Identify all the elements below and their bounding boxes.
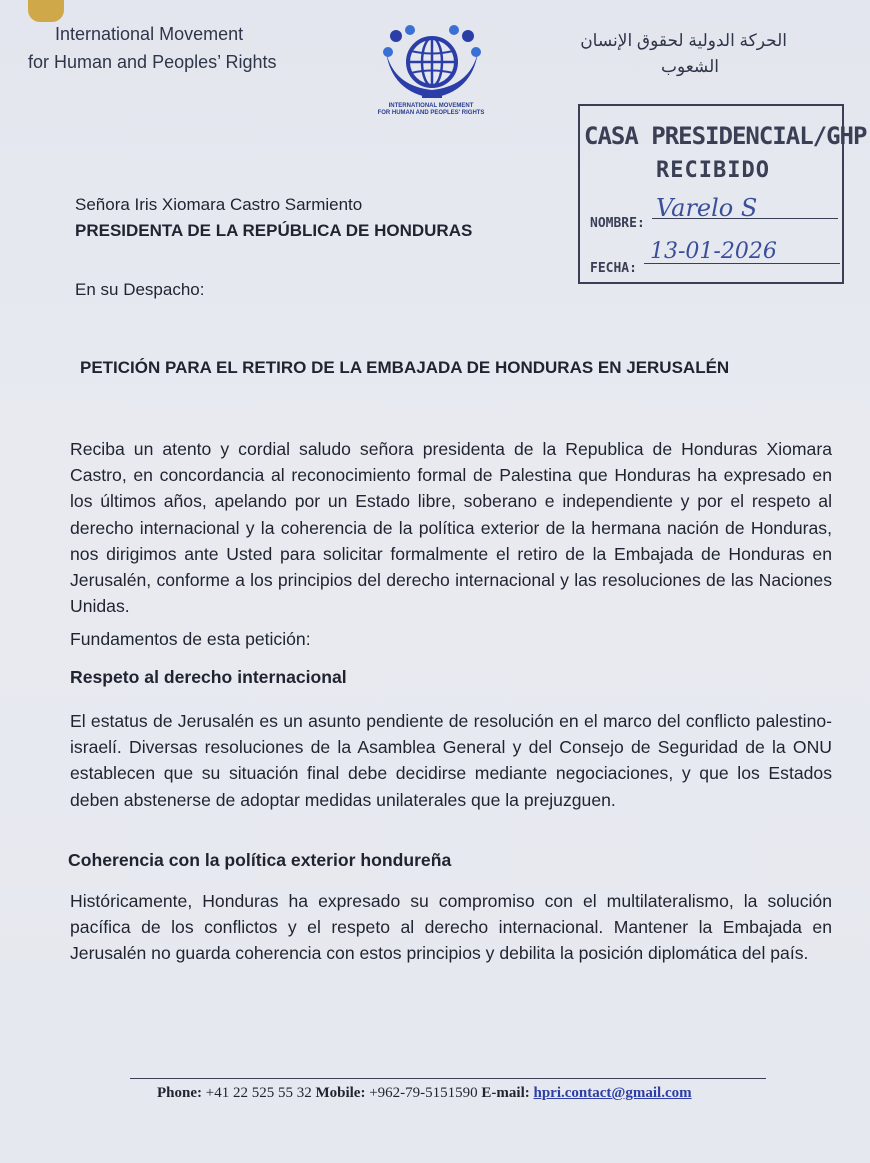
stamp-nombre-signature: Varelo S bbox=[656, 194, 758, 222]
stamp-title: CASA PRESIDENCIAL/GHP bbox=[584, 122, 867, 150]
org-name-en-line2: for Human and Peoples’ Rights bbox=[28, 52, 277, 72]
despacho-line: En su Despacho: bbox=[75, 280, 205, 299]
stamp-fecha-label: FECHA: bbox=[590, 261, 637, 276]
fundamentos-heading: Fundamentos de esta petición: bbox=[70, 629, 311, 649]
logo-caption: INTERNATIONAL MOVEMENT FOR HUMAN AND PEOPLES' RIGHTS bbox=[377, 103, 485, 116]
org-name-ar-line1: الحركة الدولية لحقوق الإنسان bbox=[580, 31, 787, 50]
org-name-ar-line2: الشعوب bbox=[660, 57, 719, 76]
recipient-block bbox=[75, 192, 472, 244]
section1-paragraph: El estatus de Jerusalén es un asunto pendiente de resolución en el marco del conflicto palestino-israelí. Diversas resoluciones de la Asamblea General y del Consejo de Seguridad de la ONU establecen que su situación final debe decidirse mediante negociaciones, y que los Estados deben abstenerse de adoptar medidas unilaterales que la prejuzguen. bbox=[70, 711, 832, 810]
section2-heading: Coherencia con la política exterior hondureña bbox=[68, 850, 452, 870]
letter-title: PETICIÓN PARA EL RETIRO DE LA EMBAJADA DE HONDURAS EN JERUSALÉN bbox=[80, 358, 730, 377]
reception-stamp bbox=[578, 104, 867, 284]
paper-clip bbox=[28, 0, 64, 22]
email-label: E-mail: bbox=[481, 1085, 530, 1101]
org-name-en-line1: International Movement bbox=[55, 24, 244, 44]
footer-divider bbox=[130, 1078, 766, 1079]
intro-paragraph: Reciba un atento y cordial saludo señora presidenta de la Republica de Honduras Xiomara Castro, en concordancia al reconocimiento formal de Palestina que Honduras ha expresado en los últimos años, apelando por un Estado libre, soberano e independiente y por el respeto al derecho internacional y la coherencia de la política exterior de la hermana nación de Honduras, nos dirigimos ante Usted para solicitar formalmente el retiro de la Embajada de Honduras en Jerusalén, conforme a los principios del derecho internacional y las resoluciones de las Naciones Unidas. bbox=[70, 439, 832, 617]
recipient-name: Señora Iris Xiomara Castro Sarmiento bbox=[75, 195, 363, 214]
mobile-label: Mobile: bbox=[315, 1085, 366, 1101]
email-link[interactable]: hpri.contact@gmail.com bbox=[533, 1085, 692, 1101]
stamp-subtitle: RECIBIDO bbox=[656, 158, 770, 183]
phone-label: Phone: bbox=[157, 1085, 202, 1101]
org-name-english bbox=[28, 20, 276, 76]
phone-number: +41 22 525 55 32 bbox=[205, 1085, 312, 1101]
footer-contact bbox=[157, 1085, 692, 1102]
org-name-arabic bbox=[580, 28, 787, 80]
section1-heading: Respeto al derecho internacional bbox=[70, 667, 347, 687]
mobile-number: +962-79-5151590 bbox=[369, 1085, 478, 1101]
section2-paragraph: Históricamente, Honduras ha expresado su compromiso con el multilateralismo, la solución pacífica de los conflictos y el respeto al derecho internacional. Mantener la Embajada en Jerusalén no guarda coherencia con estos principios y debilita la posición diplomática del país. bbox=[70, 891, 832, 964]
stamp-fecha-handwritten: 13-01-2026 bbox=[650, 239, 777, 264]
recipient-position: PRESIDENTA DE LA REPÚBLICA DE HONDURAS bbox=[75, 221, 473, 240]
stamp-nombre-label: NOMBRE: bbox=[590, 216, 645, 231]
